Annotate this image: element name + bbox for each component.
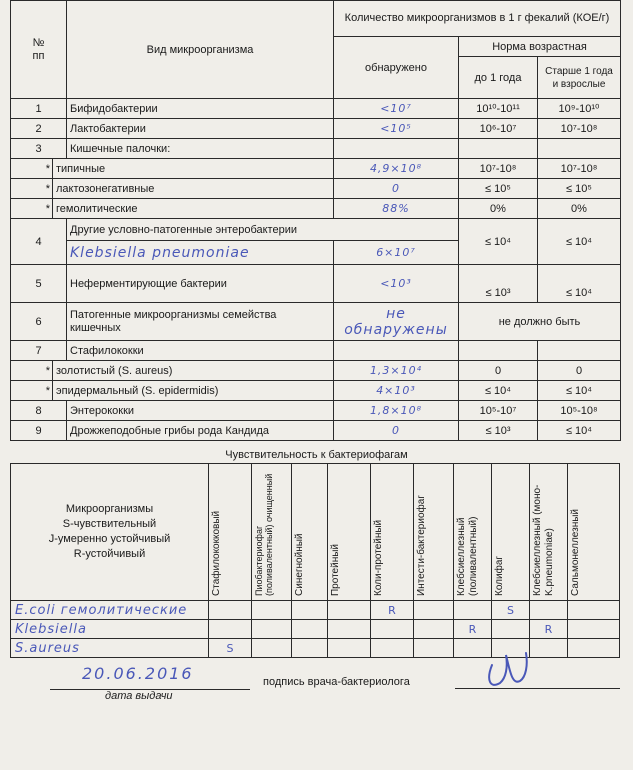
sensitivity-row: Klebsiella R R [11, 620, 620, 639]
table-row: 8 Энтерококки 1,8×10⁸ 10⁵-10⁷ 10⁵-10⁸ [11, 401, 621, 421]
header-type: Вид микроорганизма [67, 1, 334, 99]
header-age-over-1: Старше 1 года и взрослые [538, 57, 621, 99]
issue-date: 20.06.2016 [82, 664, 194, 683]
table-row: 7 Стафилококки [11, 341, 621, 361]
table-row: * лактозонегативные 0 ≤ 10⁵ ≤ 10⁵ [11, 179, 621, 199]
table-row: Klebsiella pneumoniae 6×10⁷ [11, 241, 621, 265]
phage-header: Синегнойный [292, 464, 328, 601]
table-row: * типичные 4,9×10⁸ 10⁷-10⁸ 10⁷-10⁸ [11, 159, 621, 179]
sensitivity-legend: Микроорганизмы S-чувствительный J-умеренно устойчивый R-устойчивый [11, 464, 209, 601]
table-row: * гемолитические 88% 0% 0% [11, 199, 621, 219]
header-norm: Норма возрастная [459, 37, 621, 57]
phage-header: Пиобактериофаг (поливалентный) очищенный [252, 464, 292, 601]
table-row: 5 Неферментирующие бактерии <10³ ≤ 10³ ≤ 10⁴ [11, 265, 621, 303]
sensitivity-row: S.aureus S [11, 639, 620, 658]
phage-header: Клебсиеллезный (моно-K.pneumoniae) [530, 464, 568, 601]
phage-header: Клебсиеллезный (поливалентный) [454, 464, 492, 601]
phage-sensitivity-table [10, 463, 620, 658]
phage-header: Коли-протейный [371, 464, 414, 601]
header-age-under-1: до 1 года [459, 57, 538, 99]
microorganism-table [10, 0, 621, 441]
signature-mark [480, 645, 540, 695]
table-row: 3 Кишечные палочки: [11, 139, 621, 159]
table-row: 1 Бифидобактерии <10⁷ 10¹⁰-10¹¹ 10⁹-10¹⁰ [11, 99, 621, 119]
header-num: № пп [11, 1, 67, 99]
date-caption: дата выдачи [105, 690, 173, 702]
table-row: 9 Дрожжеподобные грибы рода Кандида 0 ≤ 10³ ≤ 10⁴ [11, 421, 621, 441]
table-row: * золотистый (S. aureus) 1,3×10⁴ 0 0 [11, 361, 621, 381]
header-quantity: Количество микроорганизмов в 1 г фекалий (КОЕ/г) [334, 1, 621, 37]
table-row: 6 Патогенные микроорганизмы семейства кишечных не обнаружены не должно быть [11, 303, 621, 341]
phage-header: Стафилококковый [209, 464, 252, 601]
phage-header: Колифаг [492, 464, 530, 601]
signature-caption: подпись врача-бактериолога [263, 676, 410, 688]
table-row: 4 Другие условно-патогенные энтеробактерии ≤ 10⁴ ≤ 10⁴ [11, 219, 621, 241]
phage-header: Интести-бактериофаг [414, 464, 454, 601]
phage-header: Протейный [328, 464, 371, 601]
sensitivity-title: Чувствительность к бактериофагам [225, 449, 408, 461]
table-row: 2 Лактобактерии <10⁵ 10⁶-10⁷ 10⁷-10⁸ [11, 119, 621, 139]
header-found: обнаружено [334, 37, 459, 99]
phage-header: Сальмонеллезный [568, 464, 620, 601]
sensitivity-row: E.coli гемолитические R S [11, 601, 620, 620]
table-row: * эпидермальный (S. epidermidis) 4×10³ ≤ 10⁴ ≤ 10⁴ [11, 381, 621, 401]
